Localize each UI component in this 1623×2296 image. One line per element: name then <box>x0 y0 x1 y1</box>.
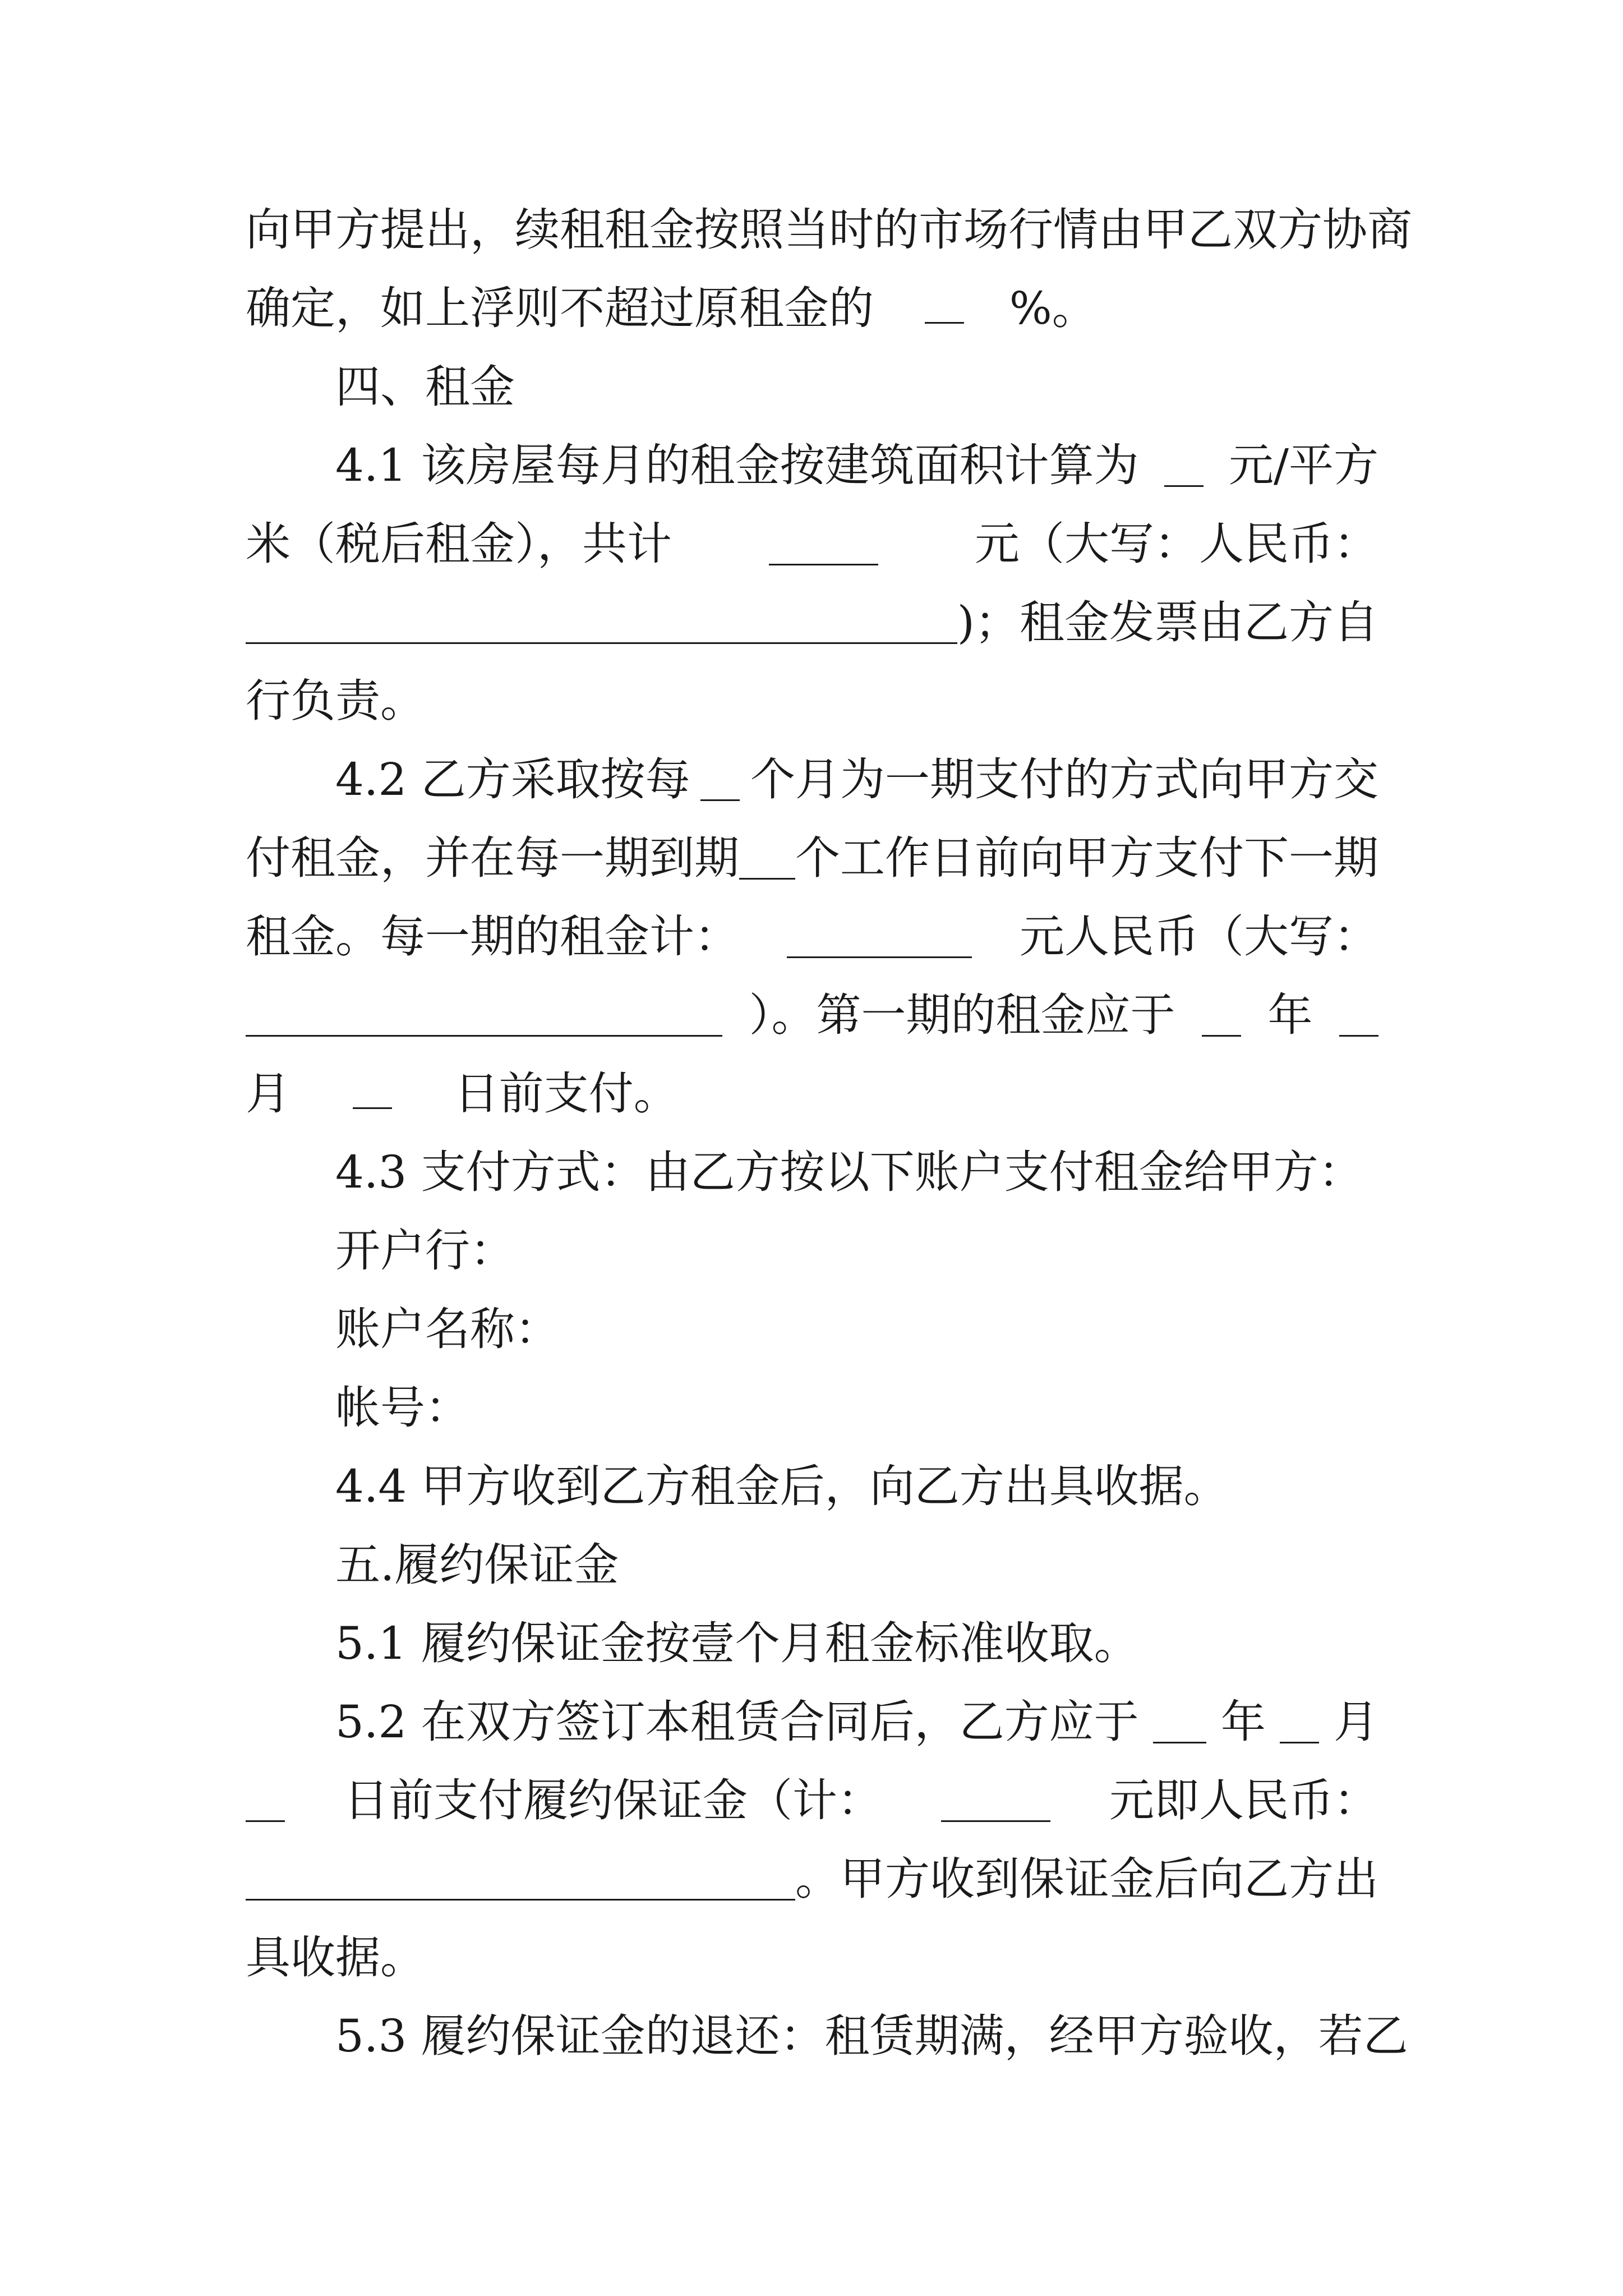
text-run: 元即人民币： <box>1109 1774 1378 1826</box>
text-run: 5.2 在双方签订本租赁合同后，乙方应于 <box>335 1696 1139 1748</box>
account-number-label <box>335 1380 1378 1436</box>
paragraph-line <box>246 987 1378 1043</box>
paragraph-line <box>246 516 1378 572</box>
text-run: 月 <box>246 1068 291 1120</box>
section-heading <box>335 1537 1378 1593</box>
fill-blank[interactable] <box>246 1780 285 1822</box>
paragraph-line <box>246 1930 1378 1986</box>
paragraph-line <box>246 1066 1378 1122</box>
text-run: 4.2 乙方采取按每 <box>335 753 690 806</box>
text-run: 5.1 履约保证金按壹个月租金标准收取。 <box>335 1617 1139 1669</box>
text-run: 4.4 甲方收到乙方租金后，向乙方出具收据。 <box>335 1460 1229 1512</box>
account-name-label <box>335 1301 1378 1358</box>
paragraph-line <box>246 595 1378 651</box>
paragraph-line <box>246 1773 1378 1829</box>
text-run: 租金。每一期的租金计： <box>246 910 739 963</box>
text-run: 账户名称： <box>335 1303 560 1355</box>
fill-blank[interactable] <box>1339 995 1378 1037</box>
text-run: )；租金发票由乙方自 <box>957 596 1378 648</box>
text-run: 付租金，并在每一期到期 <box>246 832 739 884</box>
text-run: 5.3 履约保证金的退还：租赁期满，经甲方验收，若乙 <box>335 2010 1408 2062</box>
paragraph-line <box>246 280 1378 337</box>
paragraph-line <box>335 752 1378 808</box>
paragraph-line <box>335 2008 1408 2064</box>
paragraph-line <box>246 673 1378 729</box>
text-run: 4.3 支付方式：由乙方按以下账户支付租金给甲方： <box>335 1146 1363 1198</box>
fill-blank[interactable] <box>1202 995 1241 1037</box>
section-heading-text: 四、租金 <box>335 361 515 413</box>
text-run: 行负责。 <box>246 675 425 727</box>
paragraph-line <box>335 1144 1378 1200</box>
text-run: 日前支付履约保证金（计： <box>344 1774 882 1826</box>
paragraph-line <box>335 1694 1378 1750</box>
text-run: %。 <box>1009 282 1097 334</box>
fill-blank[interactable] <box>769 523 878 565</box>
fill-blank[interactable] <box>925 282 964 324</box>
text-run: 元人民币（大写： <box>1020 910 1378 963</box>
text-run: 年 <box>1220 1696 1266 1748</box>
fill-blank[interactable] <box>246 602 957 644</box>
fill-blank[interactable] <box>700 759 740 801</box>
text-run: 个月为一期支付的方式向甲方交 <box>750 753 1378 806</box>
text-run: 元/平方 <box>1229 439 1378 491</box>
section-heading <box>335 359 1378 415</box>
paragraph-line <box>335 1616 1378 1672</box>
paragraph-line <box>246 909 1378 965</box>
text-run: 。甲方收到保证金后向乙方出 <box>795 1853 1378 1905</box>
text-run: 年 <box>1267 989 1313 1041</box>
fill-blank[interactable] <box>353 1067 392 1109</box>
text-run: 帐号： <box>335 1382 470 1434</box>
text-run: 个工作日前向甲方支付下一期 <box>795 832 1378 884</box>
fill-blank[interactable] <box>1280 1701 1319 1743</box>
account-bank-label <box>335 1223 1378 1279</box>
text-run: 确定，如上浮则不超过原租金的 <box>246 282 874 334</box>
text-run: 4.1 该房屋每月的租金按建筑面积计算为 <box>335 439 1139 491</box>
fill-blank[interactable] <box>246 995 722 1037</box>
paragraph-line <box>335 1458 1378 1515</box>
text-run: 元（大写：人民币： <box>975 518 1378 570</box>
paragraph-line <box>246 1851 1378 1907</box>
fill-blank[interactable] <box>941 1780 1050 1822</box>
text-run: 月 <box>1333 1696 1378 1748</box>
fill-blank[interactable] <box>1153 1701 1206 1743</box>
text-run: 米（税后租金），共计 <box>246 518 672 570</box>
paragraph-line <box>246 202 1412 258</box>
fill-blank[interactable] <box>246 1858 795 1901</box>
fill-blank[interactable] <box>1164 445 1204 487</box>
fill-blank[interactable] <box>739 838 795 880</box>
text-run: 日前支付。 <box>454 1068 679 1120</box>
section-heading-text: 五.履约保证金 <box>335 1539 619 1591</box>
text-run: ）。第一期的租金应于 <box>749 989 1175 1041</box>
paragraph-line <box>246 830 1378 886</box>
text-run: 开户行： <box>335 1225 515 1277</box>
text-run: 具收据。 <box>246 1931 425 1984</box>
text-run: 向甲方提出，续租租金按照当时的市场行情由甲乙双方协商 <box>246 204 1412 256</box>
fill-blank[interactable] <box>787 916 972 958</box>
paragraph-line <box>335 438 1378 494</box>
